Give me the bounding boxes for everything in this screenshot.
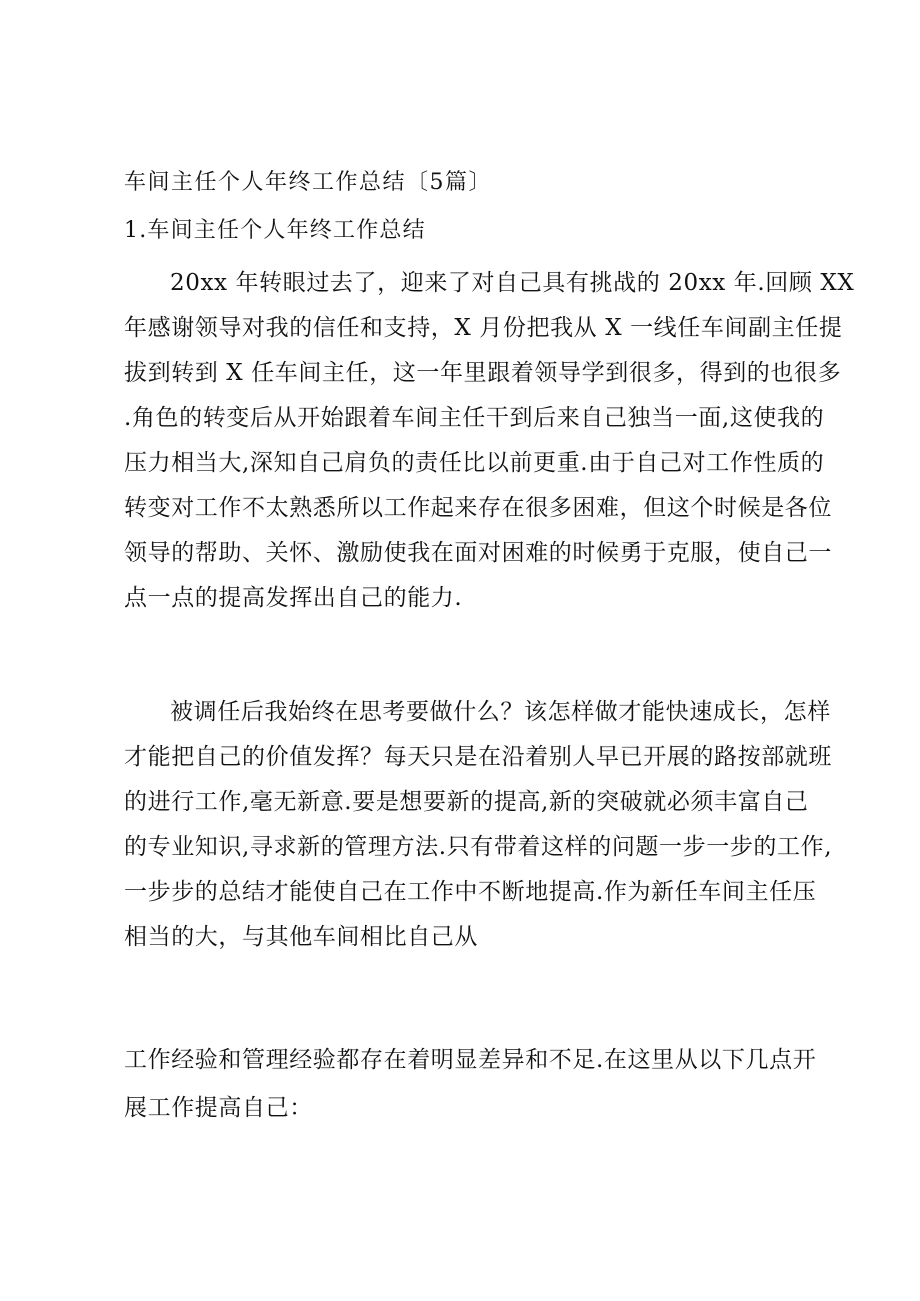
paragraph-1-line-5: 压力相当大,深知自己肩负的责任比以前更重.由于自己对工作性质的 [124, 450, 825, 476]
paragraph-1-line-3: 拔到转到 X 任车间主任，这一年里跟着领导学到很多，得到的也很多 [124, 360, 842, 386]
paragraph-2-line-4: 的专业知识,寻求新的管理方法.只有带着这样的问题一步一步的工作, [124, 834, 833, 860]
paragraph-1-line-1: 20xx 年转眼过去了，迎来了对自己具有挑战的 20xx 年.回顾 XX [170, 270, 855, 296]
paragraph-2-line-3: 的进行工作,毫无新意.要是想要新的提高,新的突破就必须丰富自己 [124, 789, 809, 815]
paragraph-1-line-6: 转变对工作不太熟悉所以工作起来存在很多困难，但这个时候是各位 [124, 495, 832, 521]
document-title: 车间主任个人年终工作总结〔5篇〕 [124, 170, 492, 195]
paragraph-1-line-2: 年感谢领导对我的信任和支持，X 月份把我从 X 一线任车间副主任提 [124, 315, 843, 341]
paragraph-3-line-1: 工作经验和管理经验都存在着明显差异和不足.在这里从以下几点开 [124, 1047, 817, 1073]
paragraph-3-line-2: 展工作提高自己： [124, 1095, 313, 1121]
paragraph-2-line-1: 被调任后我始终在思考要做什么？该怎样做才能快速成长，怎样 [170, 699, 831, 725]
paragraph-2-line-5: 一步步的总结才能使自己在工作中不断地提高.作为新任车间主任压 [124, 879, 817, 905]
section-heading: 1.车间主任个人年终工作总结 [124, 218, 426, 243]
paragraph-2-line-6: 相当的大，与其他车间相比自己从 [124, 924, 478, 950]
paragraph-1-line-4: .角色的转变后从开始跟着车间主任干到后来自己独当一面,这使我的 [124, 405, 825, 431]
paragraph-2-line-2: 才能把自己的价值发挥？每天只是在沿着别人早已开展的路按部就班 [124, 744, 832, 770]
paragraph-1-line-7: 领导的帮助、关怀、激励使我在面对困难的时候勇于克服，使自己一 [124, 540, 832, 566]
paragraph-1-line-8: 点一点的提高发挥出自己的能力. [124, 585, 463, 611]
